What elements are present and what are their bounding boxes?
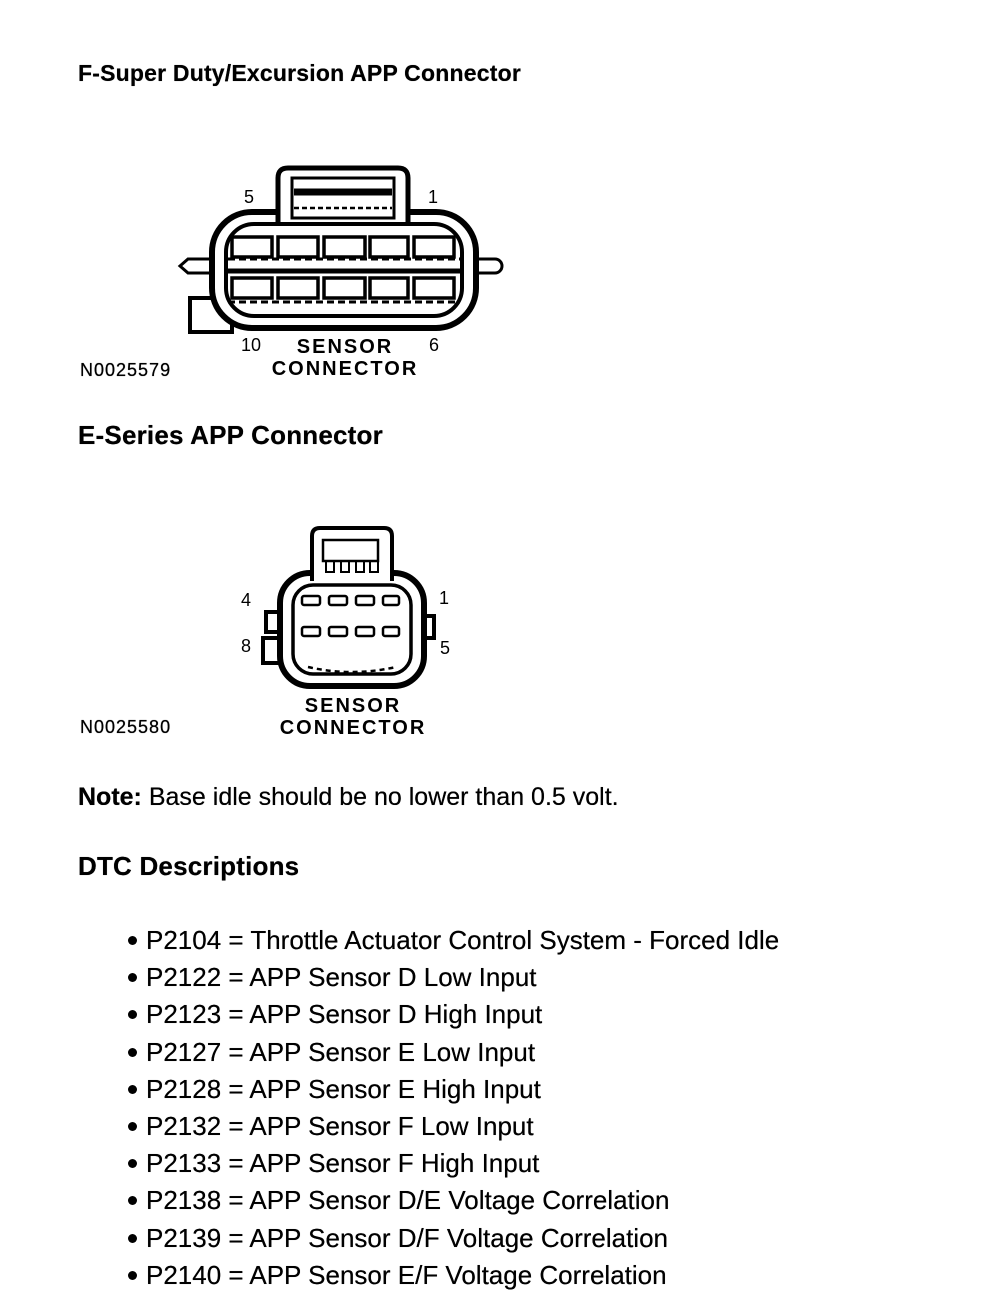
note-text: Base idle should be no lower than 0.5 volt. (141, 783, 619, 811)
pin-label-6: 6 (428, 335, 440, 355)
pin-label-4: 4 (240, 590, 252, 610)
bullet-icon (128, 1048, 137, 1057)
dtc-list-item (128, 959, 779, 996)
base-idle-note (78, 783, 619, 812)
bullet-icon (128, 1159, 137, 1168)
dtc-descriptions-heading: DTC Descriptions (78, 851, 300, 881)
dtc-list-item (128, 996, 779, 1033)
dtc-item-text: P2140 = APP Sensor E/F Voltage Correlation (146, 1259, 667, 1290)
f-super-duty-heading: F-Super Duty/Excursion APP Connector (78, 60, 521, 86)
dtc-list-item (128, 1145, 779, 1182)
bullet-icon (128, 936, 137, 945)
pin-label-1: 1 (427, 187, 439, 207)
sensor-connector-caption-line2: CONNECTOR (271, 358, 419, 380)
dtc-item-text: P2123 = APP Sensor D High Input (146, 999, 543, 1030)
pin-label-1: 1 (438, 588, 450, 608)
dtc-list-item (128, 1034, 779, 1071)
f-super-duty-connector-diagram (80, 150, 520, 390)
pin-label-8: 8 (240, 636, 252, 656)
dtc-item-text: P2139 = APP Sensor D/F Voltage Correlation (146, 1222, 669, 1253)
dtc-list-item (128, 1220, 779, 1257)
pin-label-10: 10 (240, 335, 262, 355)
dtc-item-text: P2104 = Throttle Actuator Control System - Forced Idle (146, 925, 780, 956)
dtc-list-item (128, 1182, 779, 1219)
sensor-connector-caption-line1: SENSOR (296, 336, 394, 358)
e-series-connector-diagram (230, 525, 480, 750)
figure-number-f-super: N0025579 (80, 360, 172, 380)
dtc-list-item (128, 922, 779, 959)
bullet-icon (128, 1085, 137, 1094)
note-label: Note: (78, 783, 142, 811)
e-series-heading: E-Series APP Connector (78, 420, 383, 450)
dtc-list-item (128, 1108, 779, 1145)
dtc-item-text: P2127 = APP Sensor E Low Input (146, 1036, 536, 1067)
dtc-item-text: P2133 = APP Sensor F High Input (146, 1148, 540, 1179)
bullet-icon (128, 1271, 137, 1280)
dtc-list-item (128, 1257, 779, 1294)
pin-label-5: 5 (243, 187, 255, 207)
sensor-connector-caption-line1: SENSOR (304, 695, 402, 717)
bullet-icon (128, 1234, 137, 1243)
bullet-icon (128, 1122, 137, 1131)
left-wire-lead-icon (180, 259, 214, 273)
bullet-icon (128, 973, 137, 982)
dtc-item-text: P2132 = APP Sensor F Low Input (146, 1111, 534, 1142)
dtc-item-text: P2128 = APP Sensor E High Input (146, 1073, 541, 1104)
bullet-icon (128, 1010, 137, 1019)
dtc-list-item (128, 1071, 779, 1108)
bullet-icon (128, 1196, 137, 1205)
pin-label-5: 5 (439, 638, 451, 658)
figure-number-e-series: N0025580 (80, 717, 172, 737)
dtc-list (128, 922, 779, 1294)
dtc-item-text: P2138 = APP Sensor D/E Voltage Correlation (146, 1185, 670, 1216)
dtc-item-text: P2122 = APP Sensor D Low Input (146, 962, 537, 993)
sensor-connector-caption-line2: CONNECTOR (279, 717, 427, 739)
